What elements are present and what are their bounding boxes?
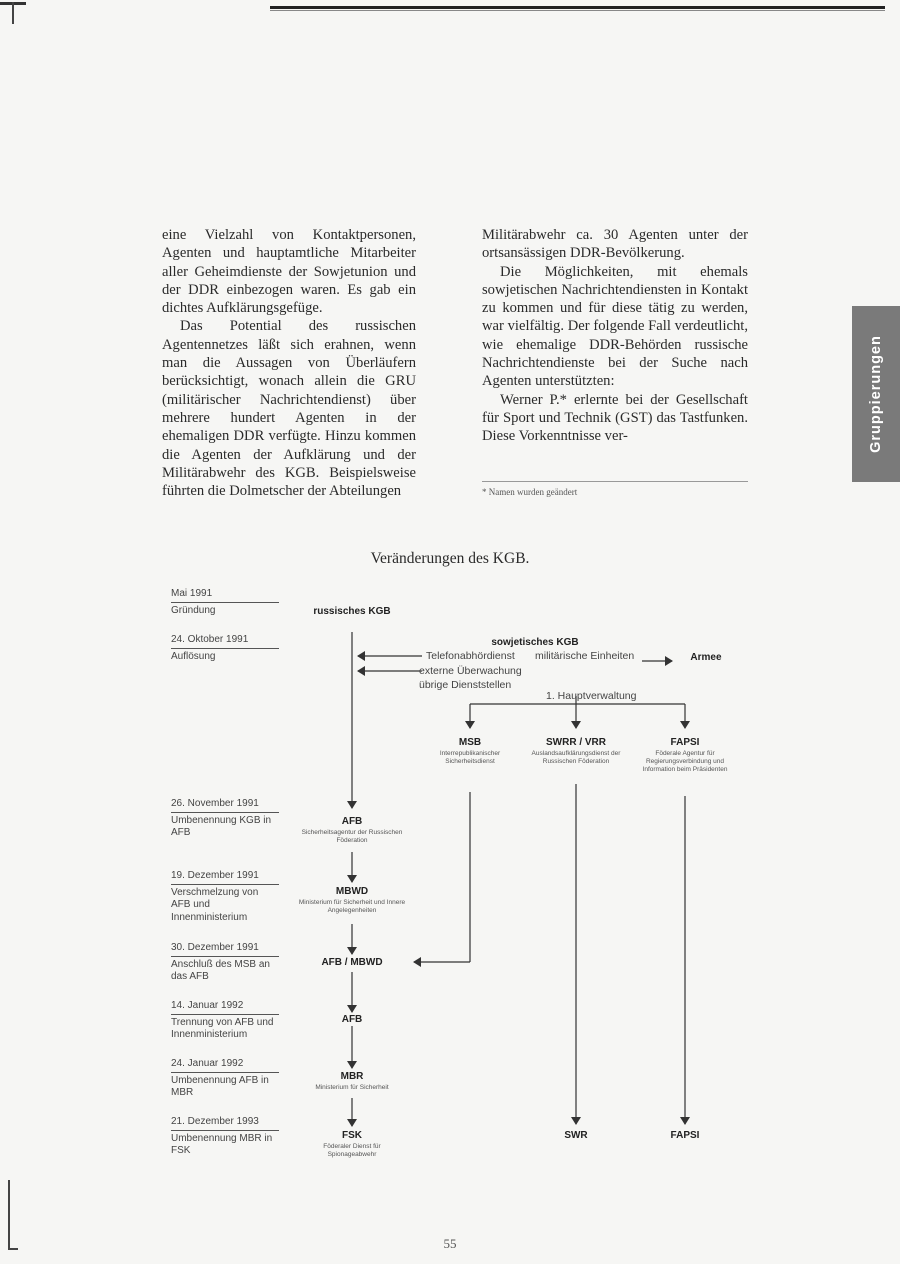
timeline-date: 24. Oktober 1991 <box>171 634 279 649</box>
timeline-date: 30. Dezember 1991 <box>171 942 279 957</box>
node-msb-subtitle: Interrepublikanischer Sicherheitsdienst <box>439 750 501 765</box>
node-mbwd: MBWD <box>335 886 369 897</box>
timeline-date: 14. Januar 1992 <box>171 1000 279 1015</box>
diagram-title: Veränderungen des KGB. <box>370 550 530 567</box>
timeline-event-3 <box>171 798 279 840</box>
node-fapsi-subtitle: Föderale Agentur für Regierungsverbindung und Information beim Präsidenten <box>642 750 728 773</box>
left-paragraph-1: eine Vielzahl von Kontaktpersonen, Agenten und hauptamtliche Mitarbeiter aller Geheimdienste der Sowjetunion und der DDR einbezogen waren. Es gab ein dichtes Aufklärungsgefüge. <box>162 227 416 317</box>
label-militaerische-einheiten: militärische Einheiten <box>535 650 635 662</box>
node-swrr-subtitle: Auslandsaufklärungsdienst der Russischen Föderation <box>531 750 621 765</box>
timeline-date: Mai 1991 <box>171 588 279 603</box>
node-fapsi: FAPSI <box>670 737 700 748</box>
footnote: * Namen wurden geändert <box>482 487 578 497</box>
node-afb-subtitle: Sicherheitsagentur der Russischen Föderation <box>301 829 403 844</box>
node-sowjetisches-kgb: sowjetisches KGB <box>491 637 579 648</box>
node-fsk-subtitle: Föderaler Dienst für Spionageabwehr <box>323 1143 381 1158</box>
timeline-event-8 <box>171 1116 279 1158</box>
timeline-event-text: Gründung <box>171 604 216 616</box>
node-msb: MSB <box>458 737 482 748</box>
label-externe-ueberwachung: externe Überwachung <box>419 665 522 677</box>
timeline-event-2 <box>171 634 279 663</box>
timeline-event-text: Anschluß des MSB an das AFB <box>171 958 270 982</box>
timeline-date: 19. Dezember 1991 <box>171 870 279 885</box>
left-paragraph-2: Das Potential des russischen Agentennetzes läßt sich erahnen, wenn man die Aussagen von Überläufern berücksichtigt, wonach allein die GRU (militärischer Nachrichtendienst) über mehrere hundert Agenten in der ehemaligen DDR verfügte. Hinzu kommen die Agenten der Aufklärung und der Militärabwehr des KGB. Beispielsweise führten die Dolmetscher der Abteilungen <box>162 318 416 500</box>
label-telefonabhoerdienst: Telefonabhördienst <box>426 650 515 662</box>
node-afb-2: AFB <box>341 1014 363 1025</box>
timeline-event-text: Umbenennung KGB in AFB <box>171 814 272 838</box>
timeline-event-7 <box>171 1058 279 1100</box>
label-uebrige-dienststellen: übrige Dienststellen <box>419 679 512 691</box>
timeline-event-text: Umbenennung AFB in MBR <box>171 1074 269 1098</box>
timeline-event-text: Auflösung <box>171 650 216 662</box>
timeline-date: 26. November 1991 <box>171 798 279 813</box>
right-paragraph-3: Werner P.* erlernte bei der Gesellschaft für Sport und Technik (GST) das Tastfunken. Diese Vorkenntnisse ver- <box>482 391 748 445</box>
node-swrr-vrr: SWRR / VRR <box>546 737 606 748</box>
node-russisches-kgb: russisches KGB <box>313 606 391 617</box>
right-paragraph-1: Militärabwehr ca. 30 Agenten unter der ortsansässigen DDR-Bevölkerung. <box>482 227 748 262</box>
node-mbr-subtitle: Ministerium für Sicherheit <box>315 1084 389 1091</box>
timeline-event-text: Verschmelzung von AFB und Innenministerium <box>171 886 259 923</box>
timeline-date: 24. Januar 1992 <box>171 1058 279 1073</box>
timeline-event-6 <box>171 1000 279 1042</box>
page-number: 55 <box>443 1236 457 1251</box>
node-mbr: MBR <box>340 1071 364 1082</box>
timeline-date: 21. Dezember 1993 <box>171 1116 279 1131</box>
timeline-event-text: Umbenennung MBR in FSK <box>171 1132 273 1156</box>
timeline-event-text: Trennung von AFB und Innenministerium <box>171 1016 274 1040</box>
right-paragraph-2: Die Möglichkeiten, mit ehemals sowjetischen Nachrichtendiensten in Kontakt zu kommen und für diese tätig zu werden, war vielfältig. Der folgende Fall verdeutlicht, wie ehemalige DDR-Behörden russische Nachrichtendienste bei der Suche nach Agenten unterstützten: <box>482 263 748 390</box>
node-afb: AFB <box>341 816 363 827</box>
label-hauptverwaltung: 1. Hauptverwaltung <box>546 690 637 702</box>
timeline-event-4 <box>171 870 279 924</box>
node-mbwd-subtitle: Ministerium für Sicherheit und Innere Angelegenheiten <box>298 899 406 914</box>
node-fapsi-final: FAPSI <box>670 1130 700 1141</box>
node-armee: Armee <box>690 652 722 663</box>
timeline-event-1 <box>171 588 279 617</box>
node-fsk: FSK <box>342 1130 362 1141</box>
node-swr: SWR <box>564 1130 588 1141</box>
node-afb-mbwd: AFB / MBWD <box>321 957 383 968</box>
timeline-event-5 <box>171 942 279 984</box>
side-tab-label: Gruppierungen <box>868 335 884 453</box>
